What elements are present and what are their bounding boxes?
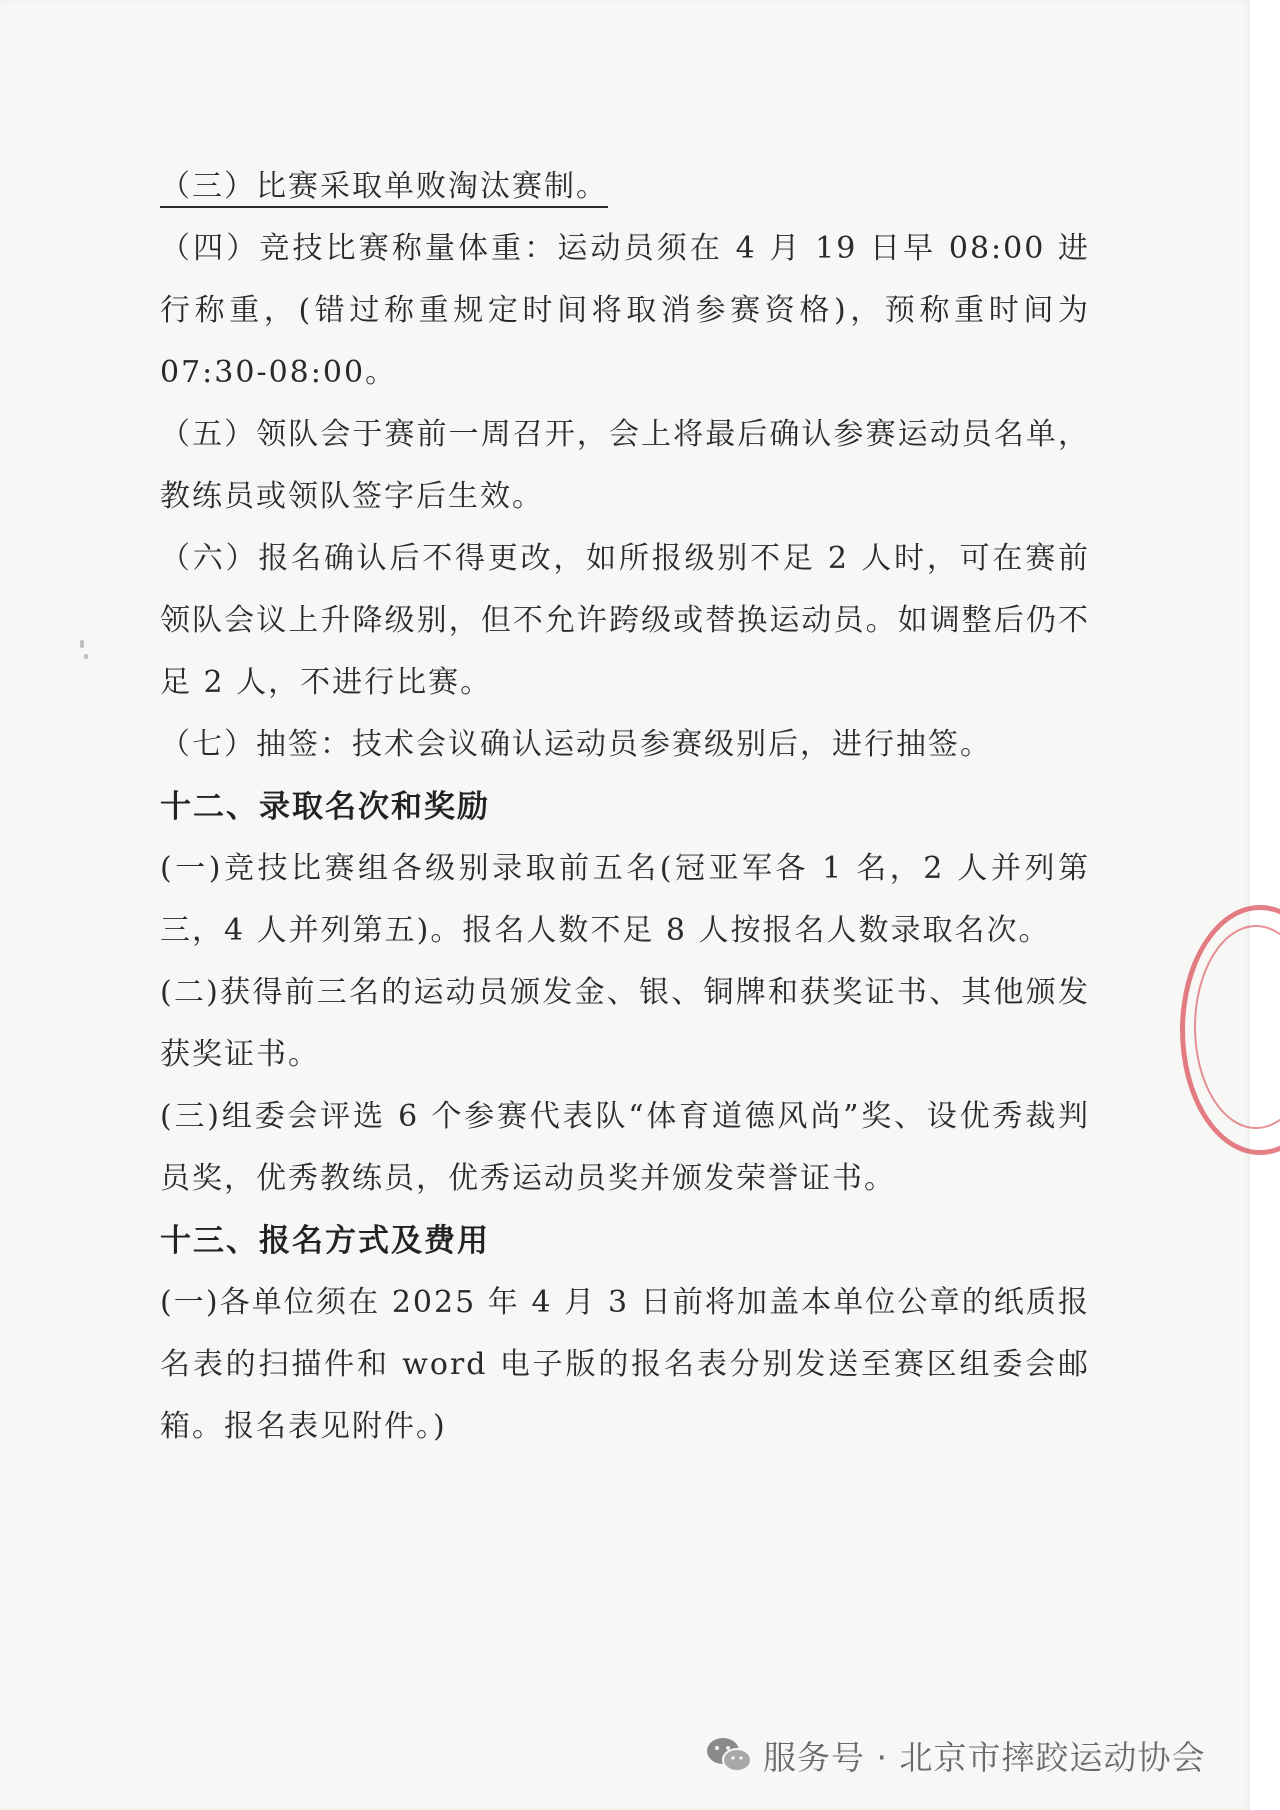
paragraph-rule-4: （四）竞技比赛称量体重：运动员须在 4 月 19 日早 08:00 进行称重，(错过称重规定时间将取消参赛资格)，预称重时间为 07:30-08:00。 — [160, 231, 1090, 390]
paragraph-rule-3: （三）比赛采取单败淘汰赛制。 — [160, 169, 608, 204]
paragraph-award-1: (一)竞技比赛组各级别录取前五名(冠亚军各 1 名，2 人并列第三，4 人并列第五)。报名人数不足 8 人按报名人数录取名次。 — [160, 851, 1090, 948]
paragraph-rule-7: （七）抽签：技术会议确认运动员参赛级别后，进行抽签。 — [160, 727, 992, 762]
scan-dust-mark — [84, 654, 88, 659]
paragraph-registration-1: (一)各单位须在 2025 年 4 月 3 日前将加盖本单位公章的纸质报名表的扫描件和 word 电子版的报名表分别发送至赛区组委会邮箱。报名表见附件。) — [160, 1285, 1090, 1444]
paragraph-rule-6: （六）报名确认后不得更改，如所报级别不足 2 人时，可在赛前领队会议上升降级别，但不允许跨级或替换运动员。如调整后仍不足 2 人，不进行比赛。 — [160, 541, 1090, 700]
paragraph-award-2: (二)获得前三名的运动员颁发金、银、铜牌和获奖证书、其他颁发获奖证书。 — [160, 975, 1090, 1072]
section-heading-12: 十二、录取名次和奖励 — [160, 789, 490, 825]
paragraph-award-3: (三)组委会评选 6 个参赛代表队“体育道德风尚”奖、设优秀裁判员奖，优秀教练员，优秀运动员奖并颁发荣誉证书。 — [160, 1099, 1090, 1196]
scan-dust-mark — [80, 640, 84, 648]
document-body — [160, 156, 1090, 1458]
wechat-watermark — [705, 1730, 1205, 1780]
wechat-icon — [705, 1735, 753, 1775]
watermark-text: 服务号 · 北京市摔跤运动协会 — [763, 1737, 1206, 1777]
section-heading-13: 十三、报名方式及费用 — [160, 1223, 490, 1259]
paragraph-rule-5: （五）领队会于赛前一周召开，会上将最后确认参赛运动员名单，教练员或领队签字后生效。 — [160, 417, 1090, 514]
